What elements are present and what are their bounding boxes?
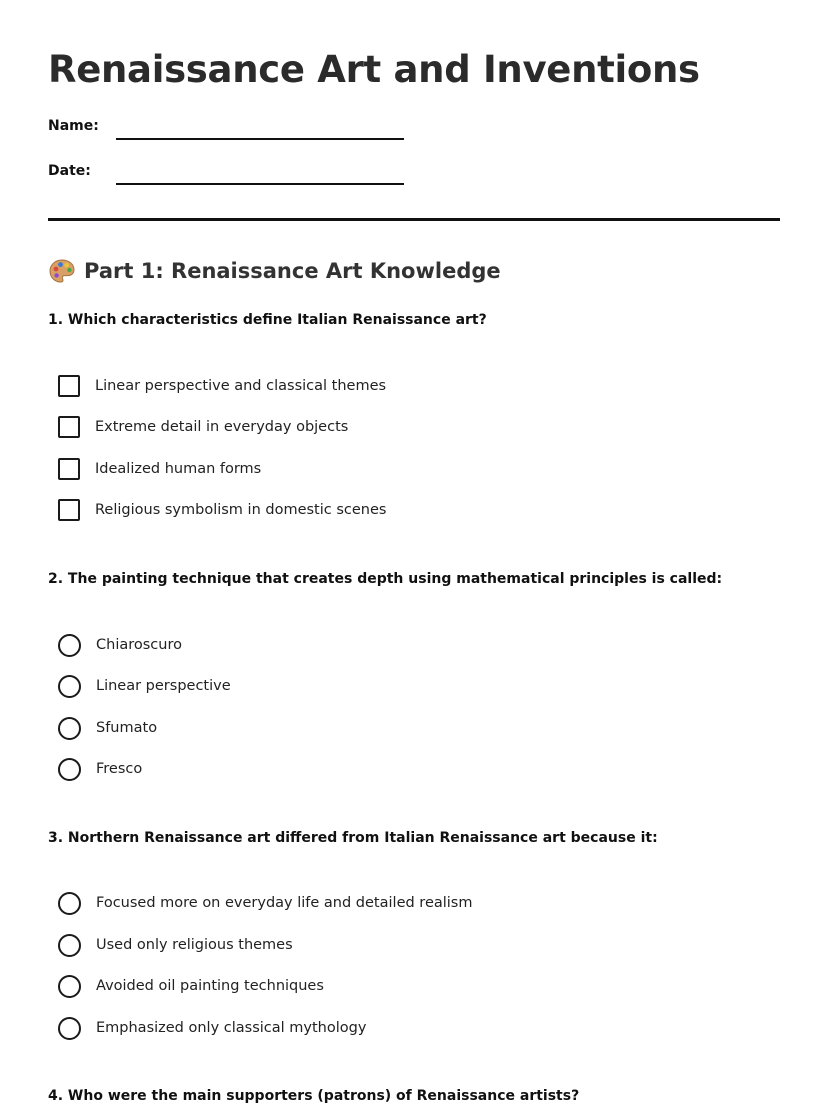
artist-palette-icon bbox=[48, 257, 76, 285]
option-label: Idealized human forms bbox=[95, 461, 262, 477]
q1-option-2[interactable] bbox=[58, 415, 348, 439]
q3-option-3[interactable] bbox=[58, 974, 324, 998]
section-heading-part-1 bbox=[48, 257, 501, 285]
radio-button[interactable] bbox=[58, 892, 81, 915]
date-label: Date: bbox=[48, 163, 91, 179]
radio-button[interactable] bbox=[58, 675, 81, 698]
option-label: Linear perspective and classical themes bbox=[95, 378, 387, 394]
q2-option-2[interactable] bbox=[58, 674, 231, 698]
option-label: Emphasized only classical mythology bbox=[96, 1020, 367, 1036]
q3-option-1[interactable] bbox=[58, 891, 472, 915]
option-label: Linear perspective bbox=[96, 678, 231, 694]
option-label: Extreme detail in everyday objects bbox=[95, 419, 349, 435]
option-label: Used only religious themes bbox=[96, 937, 293, 953]
option-label: Avoided oil painting techniques bbox=[96, 978, 324, 994]
section-heading-text: Part 1: Renaissance Art Knowledge bbox=[84, 259, 501, 283]
checkbox[interactable] bbox=[58, 458, 80, 480]
checkbox[interactable] bbox=[58, 499, 80, 521]
name-label: Name: bbox=[48, 118, 99, 134]
radio-button[interactable] bbox=[58, 1017, 81, 1040]
q3-option-4[interactable] bbox=[58, 1016, 366, 1040]
date-field[interactable] bbox=[116, 183, 404, 185]
q1-option-3[interactable] bbox=[58, 457, 261, 481]
option-label: Religious symbolism in domestic scenes bbox=[95, 502, 387, 518]
section-divider bbox=[48, 218, 780, 221]
checkbox[interactable] bbox=[58, 375, 80, 397]
q3-option-2[interactable] bbox=[58, 933, 293, 957]
radio-button[interactable] bbox=[58, 934, 81, 957]
q2-option-3[interactable] bbox=[58, 716, 157, 740]
question-1: 1. Which characteristics define Italian Renaissance art? bbox=[48, 312, 487, 328]
radio-button[interactable] bbox=[58, 758, 81, 781]
q2-option-4[interactable] bbox=[58, 757, 142, 781]
q1-option-4[interactable] bbox=[58, 498, 386, 522]
radio-button[interactable] bbox=[58, 634, 81, 657]
worksheet-title: Renaissance Art and Inventions bbox=[48, 48, 700, 91]
question-3: 3. Northern Renaissance art differed from Italian Renaissance art because it: bbox=[48, 830, 658, 846]
option-label: Chiaroscuro bbox=[96, 637, 182, 653]
checkbox[interactable] bbox=[58, 416, 80, 438]
radio-button[interactable] bbox=[58, 717, 81, 740]
q1-option-1[interactable] bbox=[58, 374, 386, 398]
q2-option-1[interactable] bbox=[58, 633, 182, 657]
name-field[interactable] bbox=[116, 138, 404, 140]
question-2: 2. The painting technique that creates depth using mathematical principles is called: bbox=[48, 571, 723, 587]
option-label: Sfumato bbox=[96, 720, 158, 736]
radio-button[interactable] bbox=[58, 975, 81, 998]
option-label: Fresco bbox=[96, 761, 143, 777]
option-label: Focused more on everyday life and detailed realism bbox=[96, 895, 473, 911]
question-4: 4. Who were the main supporters (patrons) of Renaissance artists? bbox=[48, 1088, 580, 1104]
